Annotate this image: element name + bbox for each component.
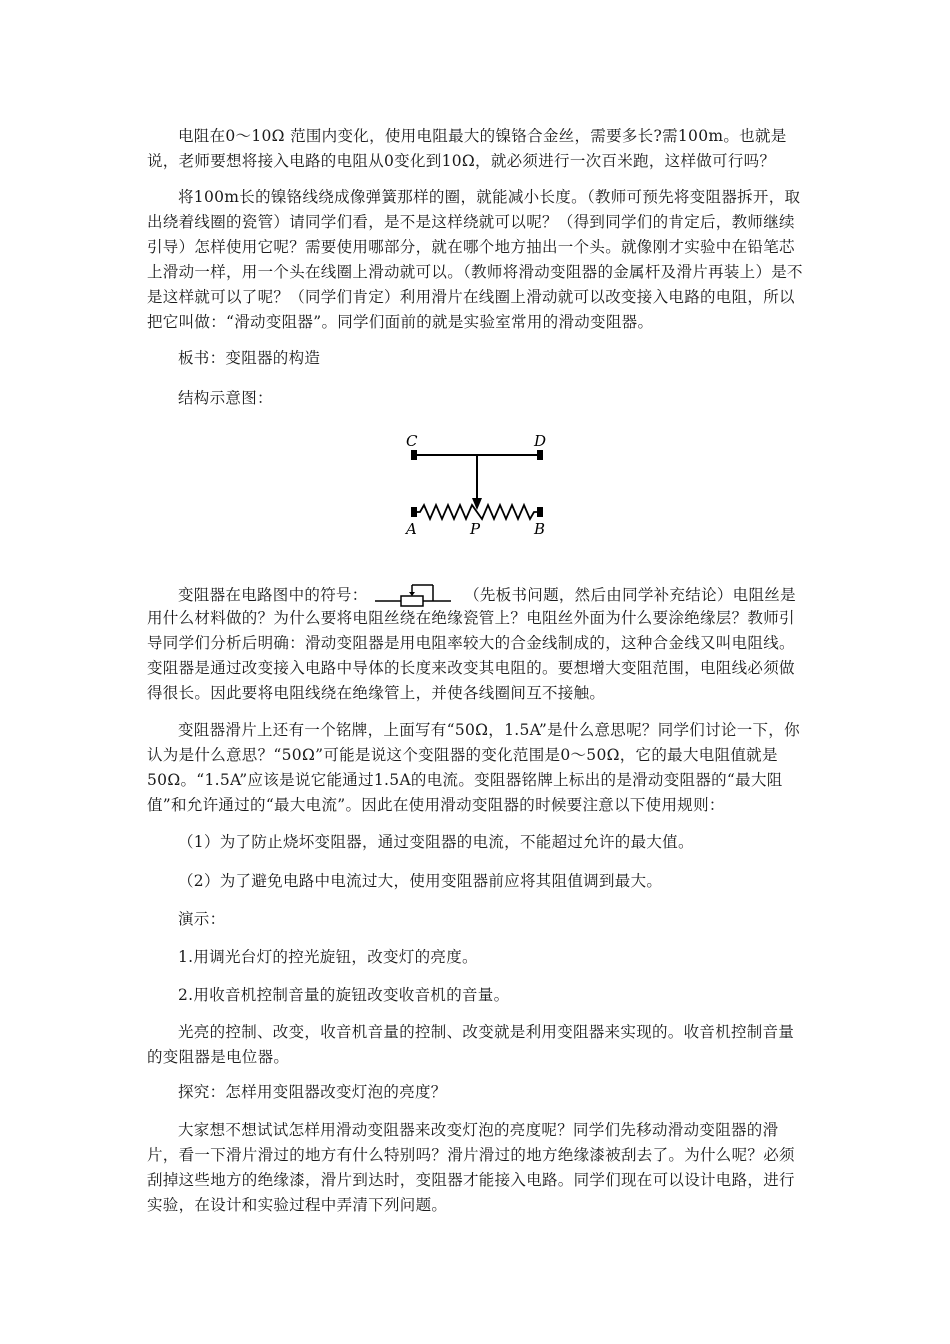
paragraph-experiment: 大家想不想试试怎样用滑动变阻器来改变灯泡的亮度呢？同学们先移动滑动变阻器的滑片，看一下滑片滑过的地方有什么特别吗？滑片滑过的地方绝缘漆被刮去了。为什么呢？必须刮掉这些地方的绝缘漆，滑片到达时，变阻器才能接入电路。同学们现在可以设计电路，进行实验，在设计和实验过程中弄清下列问题。 [147,1121,795,1214]
symbol-suffix: （先板书问题，然后由同学补充结论）电阻丝是 [464,586,796,604]
paragraph-material: 用什么材料做的？为什么要将电阻丝绕在绝缘瓷管上？电阻丝外面为什么要涂绝缘层？教师引导同学们分析后明确：滑动变阻器是用电阻率较大的合金线制成的，这种合金线又叫电阻线。变阻器是通过改变接入电路中导体的长度来改变其电阻的。要想增大变阻范围，电阻线必须做得很长。因此要将电阻线绕在绝缘管上，并使各线圈间互不接触。 [147,609,795,702]
label-p: P [470,520,481,538]
paragraph-resistance-range: 电阻在0～10Ω 范围内变化，使用电阻最大的镍铬合金丝，需要多长?需100m。也就是说，老师要想将接入电路的电阻从0变化到10Ω，就必须进行一次百米跑，这样做可行吗？ [147,127,787,170]
structure-heading: 结构示意图： [178,389,273,407]
board-heading: 板书：变阻器的构造 [178,349,321,367]
label-c: C [406,432,418,450]
paragraph-nameplate: 变阻器滑片上还有一个铭牌，上面写有“50Ω，1.5A”是什么意思呢？同学们讨论一下，你认为是什么意思？“50Ω”可能是说这个变阻器的变化范围是0～50Ω，它的最大电阻值就是50Ω。“1.5A”应该是说它能通过1.5A的电流。变阻器铭牌上标出的是滑动变阻器的“最大阻值”和允许通过的“最大电流”。因此在使用滑动变阻器的时候要注意以下使用规则： [147,721,800,814]
terminal-a [411,507,417,517]
demo-item-2: 2.用收音机控制音量的旋钮改变收音机的音量。 [178,986,510,1004]
rule-1: （1）为了防止烧坏变阻器，通过变阻器的电流，不能超过允许的最大值。 [178,833,694,851]
label-b: B [534,520,546,538]
paragraph-potentiometer: 光亮的控制、改变，收音机音量的控制、改变就是利用变阻器来实现的。收音机控制音量的变阻器是电位器。 [147,1023,795,1066]
demo-item-1: 1.用调光台灯的控光旋钮，改变灯的亮度。 [178,948,478,966]
explore-heading: 探究：怎样用变阻器改变灯泡的亮度？ [178,1083,447,1101]
demo-heading: 演示： [178,910,226,928]
rheostat-structure-diagram [400,428,560,543]
terminal-b [537,507,543,517]
label-d: D [534,432,547,450]
label-a: A [406,520,417,538]
symbol-prefix: 变阻器在电路图中的符号： [178,586,368,604]
terminal-d [537,450,543,460]
paragraph-coil-explanation: 将100m长的镍铬线绕成像弹簧那样的圈，就能减小长度。（教师可预先将变阻器拆开，取出绕着线圈的瓷管）请同学们看，是不是这样绕就可以呢？（得到同学们的肯定后，教师继续引导）怎样使用它呢？需要使用哪部分，就在哪个地方抽出一个头。就像刚才实验中在铅笔芯上滑动一样，用一个头在线圈上滑动就可以。（教师将滑动变阻器的金属杆及滑片再装上）是不是这样就可以了呢？（同学们肯定）利用滑片在线圈上滑动就可以改变接入电路的电阻，所以把它叫做：“滑动变阻器”。同学们面前的就是实验室常用的滑动变阻器。 [147,188,803,331]
rule-2: （2）为了避免电路中电流过大，使用变阻器前应将其阻值调到最大。 [178,872,663,890]
terminal-c [411,450,417,460]
